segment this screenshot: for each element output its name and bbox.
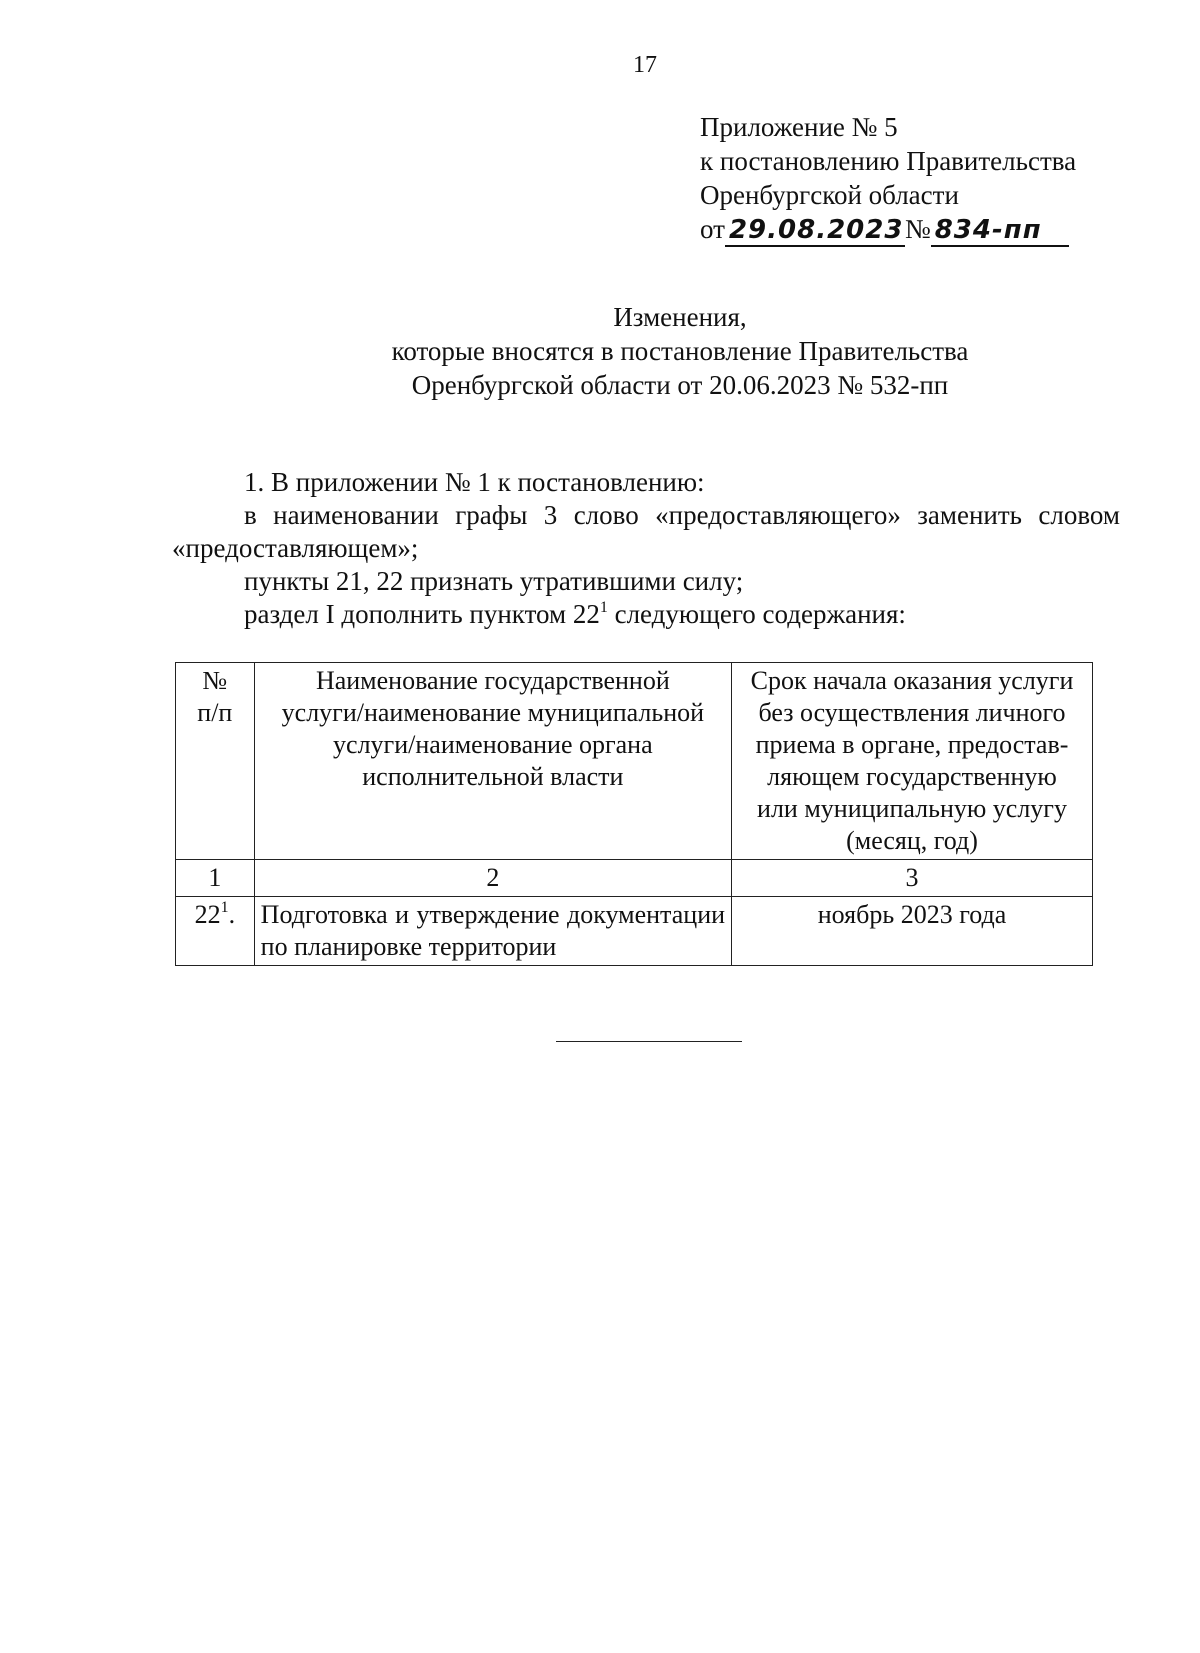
header-cell-number [176, 663, 255, 860]
handwritten-date: 29.08.2023 [725, 215, 905, 247]
paragraph-2-continuation: «предоставляющем»; [172, 533, 419, 563]
table-row [176, 897, 1093, 966]
header-cell-term [732, 663, 1093, 860]
appendix-date-row [700, 212, 1076, 247]
row-name-cell: Подготовка и утверждение документации по планировке территории [254, 897, 731, 966]
header-term-line-2: без осуществления личного [758, 698, 1066, 727]
header-name-line-3: услуги/наименование органа [333, 730, 653, 759]
body-text [172, 466, 1120, 631]
header-name-line-2: услуги/наименование муниципальной [281, 698, 705, 727]
table-header-row [176, 663, 1093, 860]
appendix-line-1: Приложение № 5 [700, 112, 898, 142]
title-line-2: которые вносятся в постановление Правительства [391, 336, 969, 366]
appendix-line-2: к постановлению Правительства [700, 146, 1077, 176]
header-number-line-1: № [202, 666, 228, 695]
header-name-line-1: Наименование государственной [315, 666, 670, 695]
appendix-block [700, 110, 1076, 247]
paragraph-3: пункты 21, 22 признать утратившими силу; [244, 566, 744, 596]
header-term-line-1: Срок начала оказания услуги [750, 666, 1074, 695]
row-number-suffix: . [228, 900, 236, 929]
header-cell-name [254, 663, 731, 860]
document-title [0, 300, 1200, 402]
amendment-table [175, 662, 1093, 966]
paragraph-2: в наименовании графы 3 слово «предоставляющего» заменить словом [244, 500, 1120, 530]
header-term-line-5: или муниципальную услугу [757, 794, 1067, 823]
row-term-cell: ноябрь 2023 года [732, 897, 1093, 966]
paragraph-4-text-b: следующего содержания: [607, 599, 906, 629]
header-term-line-6: (месяц, год) [846, 826, 978, 855]
column-number-1: 1 [176, 860, 255, 897]
date-prefix: от [700, 214, 725, 244]
separator-line [556, 1041, 742, 1042]
paragraph-4-text-a: раздел I дополнить пунктом 22 [244, 599, 600, 629]
page-number: 17 [633, 52, 657, 78]
title-line-1: Изменения, [613, 302, 747, 332]
header-term-line-4: ляющем государственную [767, 762, 1057, 791]
row-number-cell [176, 897, 255, 966]
row-number: 22 [194, 900, 221, 929]
paragraph-4-superscript: 1 [599, 599, 608, 616]
header-name-line-4: исполнительной власти [362, 762, 624, 791]
appendix-line-3: Оренбургской области [700, 180, 959, 210]
paragraph-1: 1. В приложении № 1 к постановлению: [244, 467, 705, 497]
handwritten-number: 834-пп [931, 215, 1069, 247]
header-number-line-2: п/п [197, 698, 233, 727]
row-number-superscript: 1 [220, 899, 229, 916]
table-column-numbers-row [176, 860, 1093, 897]
number-prefix: № [904, 214, 931, 244]
paragraph-4 [172, 598, 1120, 631]
header-term-line-3: приема в органе, предостав- [755, 730, 1069, 759]
column-number-3: 3 [732, 860, 1093, 897]
title-line-3: Оренбургской области от 20.06.2023 № 532-пп [411, 370, 949, 400]
column-number-2: 2 [254, 860, 731, 897]
